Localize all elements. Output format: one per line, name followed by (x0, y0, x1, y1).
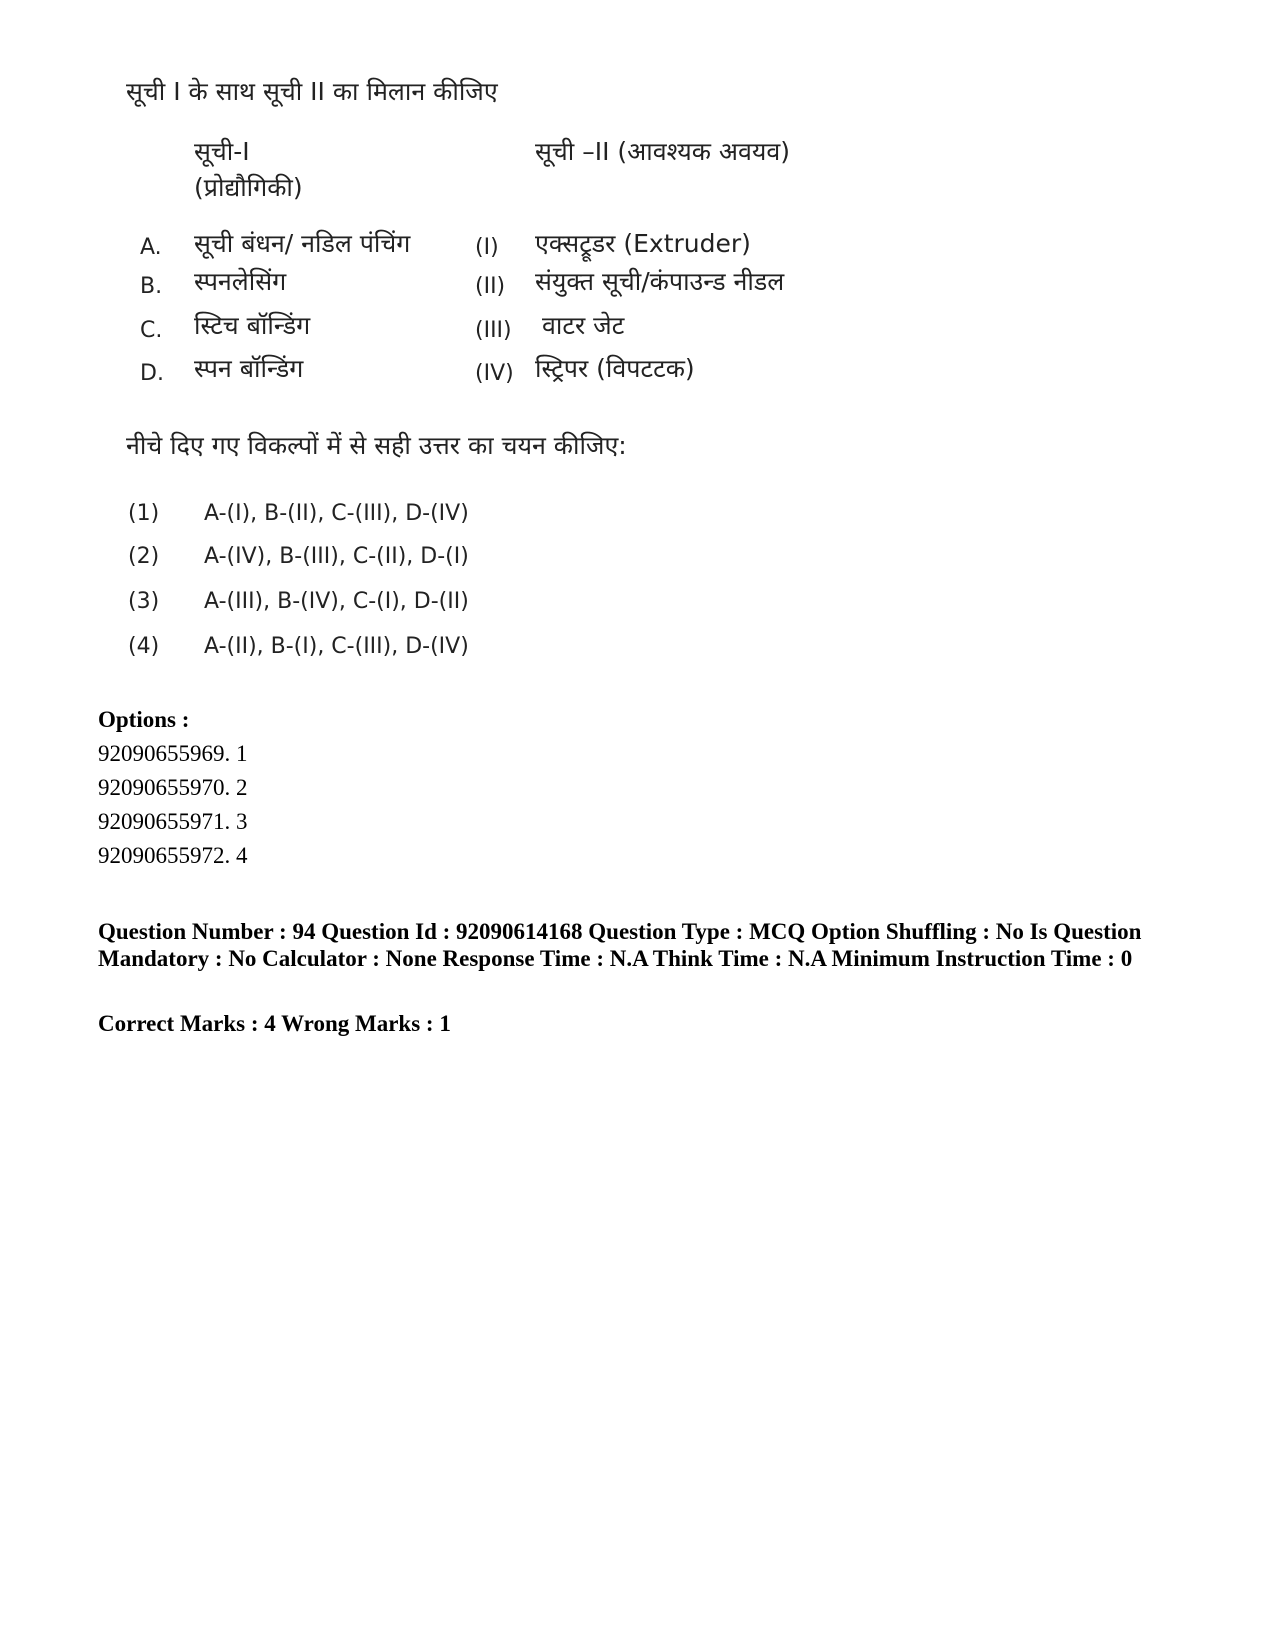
question-image (0, 0, 1275, 680)
options-label: Options : (98, 707, 190, 732)
row-item: स्टिच बॉन्डिंग (194, 311, 311, 340)
instruction-text: नीचे दिए गए विकल्पों में से सही उत्तर का चयन कीजिए: (126, 431, 627, 460)
row-roman: (IV) (475, 361, 514, 386)
row-match: एक्सट्रूडर (Extruder) (535, 229, 751, 258)
choice-text: A-(III), B-(IV), C-(I), D-(II) (204, 589, 469, 614)
row-item: स्पनलेसिंग (194, 267, 287, 296)
row-letter: A. (140, 235, 162, 260)
row-item: स्पन बॉन्डिंग (194, 354, 304, 383)
marks-info: Correct Marks : 4 Wrong Marks : 1 (98, 1011, 451, 1036)
question-info: Question Number : 94 Question Id : 92090614168 Question Type : MCQ Option Shuffling : No Is Question Mandatory : No Calculator : None Response Time : N.A Think Time : N.A Minimum Instruction Time : 0 (98, 919, 1142, 971)
option-item: 92090655972. 4 (98, 843, 248, 868)
choice-text: A-(I), B-(II), C-(III), D-(IV) (204, 501, 469, 526)
list1-header: सूची-I (194, 137, 250, 166)
row-letter: D. (140, 361, 164, 386)
row-roman: (I) (475, 235, 499, 260)
choice-text: A-(IV), B-(III), C-(II), D-(I) (204, 544, 469, 569)
row-roman: (III) (475, 318, 512, 343)
list2-header: सूची –II (आवश्यक अवयव) (535, 137, 791, 166)
option-item: 92090655969. 1 (98, 741, 248, 766)
option-item: 92090655970. 2 (98, 775, 248, 800)
question-heading: सूची I के साथ सूची II का मिलान कीजिए (126, 77, 498, 106)
row-match: स्ट्रिपर (विपटटक) (535, 354, 695, 383)
option-item: 92090655971. 3 (98, 809, 248, 834)
choice-text: A-(II), B-(I), C-(III), D-(IV) (204, 634, 469, 659)
choice-number: (3) (128, 589, 160, 614)
row-roman: (II) (475, 274, 506, 299)
list1-header-sub: (प्रोद्यौगिकी) (194, 173, 303, 202)
row-match: संयुक्त सूची/कंपाउन्ड नीडल (535, 267, 785, 296)
row-letter: C. (140, 318, 163, 343)
choice-number: (4) (128, 634, 160, 659)
choice-number: (2) (128, 544, 160, 569)
row-item: सूची बंधन/ नडिल पंचिंग (194, 229, 411, 258)
choice-number: (1) (128, 501, 160, 526)
row-match: वाटर जेट (542, 311, 625, 340)
row-letter: B. (140, 274, 163, 299)
